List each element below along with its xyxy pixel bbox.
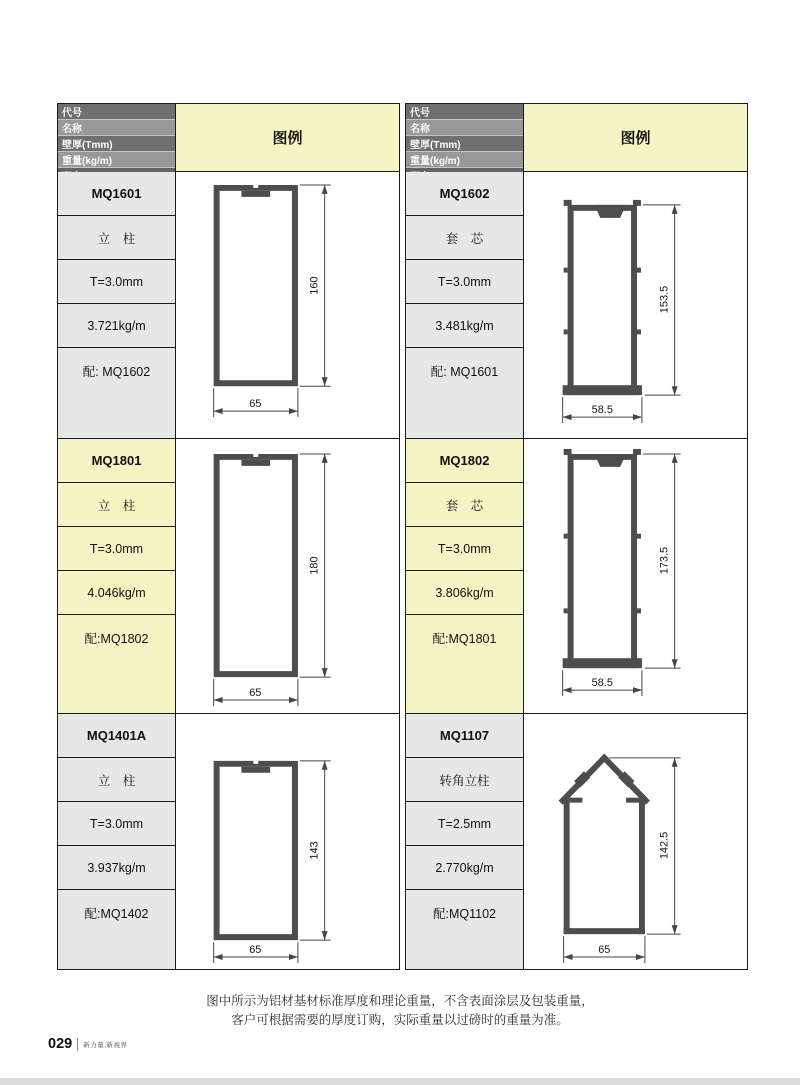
table-header <box>406 104 747 171</box>
header-label-column <box>58 104 176 171</box>
profile-code: MQ1801 <box>58 439 175 483</box>
profile-row-mq1401a <box>58 713 399 969</box>
width-dim-label: 58.5 <box>591 404 613 417</box>
width-dim-label: 65 <box>249 944 262 957</box>
profile-name: 转角立柱 <box>406 758 523 802</box>
page-edge-strip <box>0 1078 800 1085</box>
profile-cross-section <box>214 761 298 940</box>
profile-diagram-mq1401a <box>176 714 399 969</box>
profile-thickness: T=3.0mm <box>58 527 175 571</box>
profile-name: 立 柱 <box>58 483 175 527</box>
height-dim-label: 153.5 <box>658 285 671 314</box>
footer-divider <box>77 1038 78 1051</box>
header-label-thickness: 壁厚(Tmm) <box>406 136 523 152</box>
dimension-lines <box>214 761 331 963</box>
profile-info <box>58 439 176 713</box>
profile-name: 立 柱 <box>58 758 175 802</box>
profile-cross-section <box>563 200 642 395</box>
profile-weight: 2.770kg/m <box>406 846 523 890</box>
note-line-2: 客户可根据需要的厚度订购，实际重量以过磅时的重量为准。 <box>231 1013 569 1027</box>
profile-weight: 4.046kg/m <box>58 571 175 615</box>
profile-row-mq1802 <box>406 438 747 713</box>
legend-header-cell: 图例 <box>524 104 747 171</box>
profile-table-left <box>57 103 400 970</box>
profile-thickness: T=3.0mm <box>58 260 175 304</box>
width-dim-label: 65 <box>598 944 611 957</box>
table-header <box>58 104 399 171</box>
header-label-name: 名称 <box>58 120 175 136</box>
profile-thickness: T=2.5mm <box>406 802 523 846</box>
note-text <box>0 992 800 1030</box>
profile-row-mq1602 <box>406 171 747 438</box>
dimension-lines <box>214 454 331 706</box>
note-line-1: 图中所示为铝材基材标准厚度和理论重量，不含表面涂层及包装重量， <box>206 994 594 1008</box>
profile-weight: 3.481kg/m <box>406 304 523 348</box>
profile-weight: 3.937kg/m <box>58 846 175 890</box>
page-footer <box>48 1036 128 1052</box>
profile-cross-section <box>563 449 642 668</box>
height-dim-label: 173.5 <box>658 546 671 575</box>
profile-match: 配:MQ1102 <box>406 890 523 969</box>
header-label-code: 代号 <box>58 104 175 120</box>
profile-cross-section <box>214 454 298 677</box>
header-label-name: 名称 <box>406 120 523 136</box>
profile-info <box>406 714 524 969</box>
profile-code: MQ1802 <box>406 439 523 483</box>
brand-slogan: 新力量,新视界 <box>83 1041 128 1049</box>
profile-diagram-mq1601 <box>176 172 399 438</box>
profile-match: 配:MQ1801 <box>406 615 523 713</box>
profile-cross-section <box>561 758 648 934</box>
legend-header-cell: 图例 <box>176 104 399 171</box>
height-dim-label: 142.5 <box>658 831 671 860</box>
width-dim-label: 65 <box>249 398 262 411</box>
header-label-column <box>406 104 524 171</box>
profile-match: 配: MQ1602 <box>58 348 175 438</box>
height-dim-label: 160 <box>308 276 321 295</box>
header-label-code: 代号 <box>406 104 523 120</box>
profile-thickness: T=3.0mm <box>406 527 523 571</box>
profile-row-mq1601 <box>58 171 399 438</box>
profile-code: MQ1601 <box>58 172 175 216</box>
profile-tables <box>57 103 748 970</box>
profile-info <box>406 439 524 713</box>
width-dim-label: 58.5 <box>591 677 613 690</box>
profile-info <box>406 172 524 438</box>
profile-thickness: T=3.0mm <box>58 802 175 846</box>
header-label-thickness: 壁厚(Tmm) <box>58 136 175 152</box>
profile-code: MQ1107 <box>406 714 523 758</box>
profile-name: 套 芯 <box>406 216 523 260</box>
profile-code: MQ1602 <box>406 172 523 216</box>
profile-code: MQ1401A <box>58 714 175 758</box>
profile-name: 套 芯 <box>406 483 523 527</box>
profile-cross-section <box>214 185 298 386</box>
profile-diagram-mq1602 <box>524 172 747 438</box>
profile-table-right <box>405 103 748 970</box>
profile-info <box>58 714 176 969</box>
profile-name: 立 柱 <box>58 216 175 260</box>
header-label-weight: 重量(kg/m) <box>406 152 523 168</box>
profile-row-mq1801 <box>58 438 399 713</box>
profile-match: 配:MQ1802 <box>58 615 175 713</box>
width-dim-label: 65 <box>249 687 262 700</box>
profile-match: 配: MQ1601 <box>406 348 523 438</box>
profile-weight: 3.806kg/m <box>406 571 523 615</box>
profile-weight: 3.721kg/m <box>58 304 175 348</box>
profile-diagram-mq1801 <box>176 439 399 713</box>
profile-thickness: T=3.0mm <box>406 260 523 304</box>
height-dim-label: 180 <box>308 556 321 575</box>
height-dim-label: 143 <box>308 841 321 860</box>
header-label-weight: 重量(kg/m) <box>58 152 175 168</box>
profile-match: 配:MQ1402 <box>58 890 175 969</box>
profile-diagram-mq1802 <box>524 439 747 713</box>
profile-info <box>58 172 176 438</box>
profile-row-mq1107 <box>406 713 747 969</box>
profile-diagram-mq1107 <box>524 714 747 969</box>
page-number: 029 <box>48 1036 73 1052</box>
